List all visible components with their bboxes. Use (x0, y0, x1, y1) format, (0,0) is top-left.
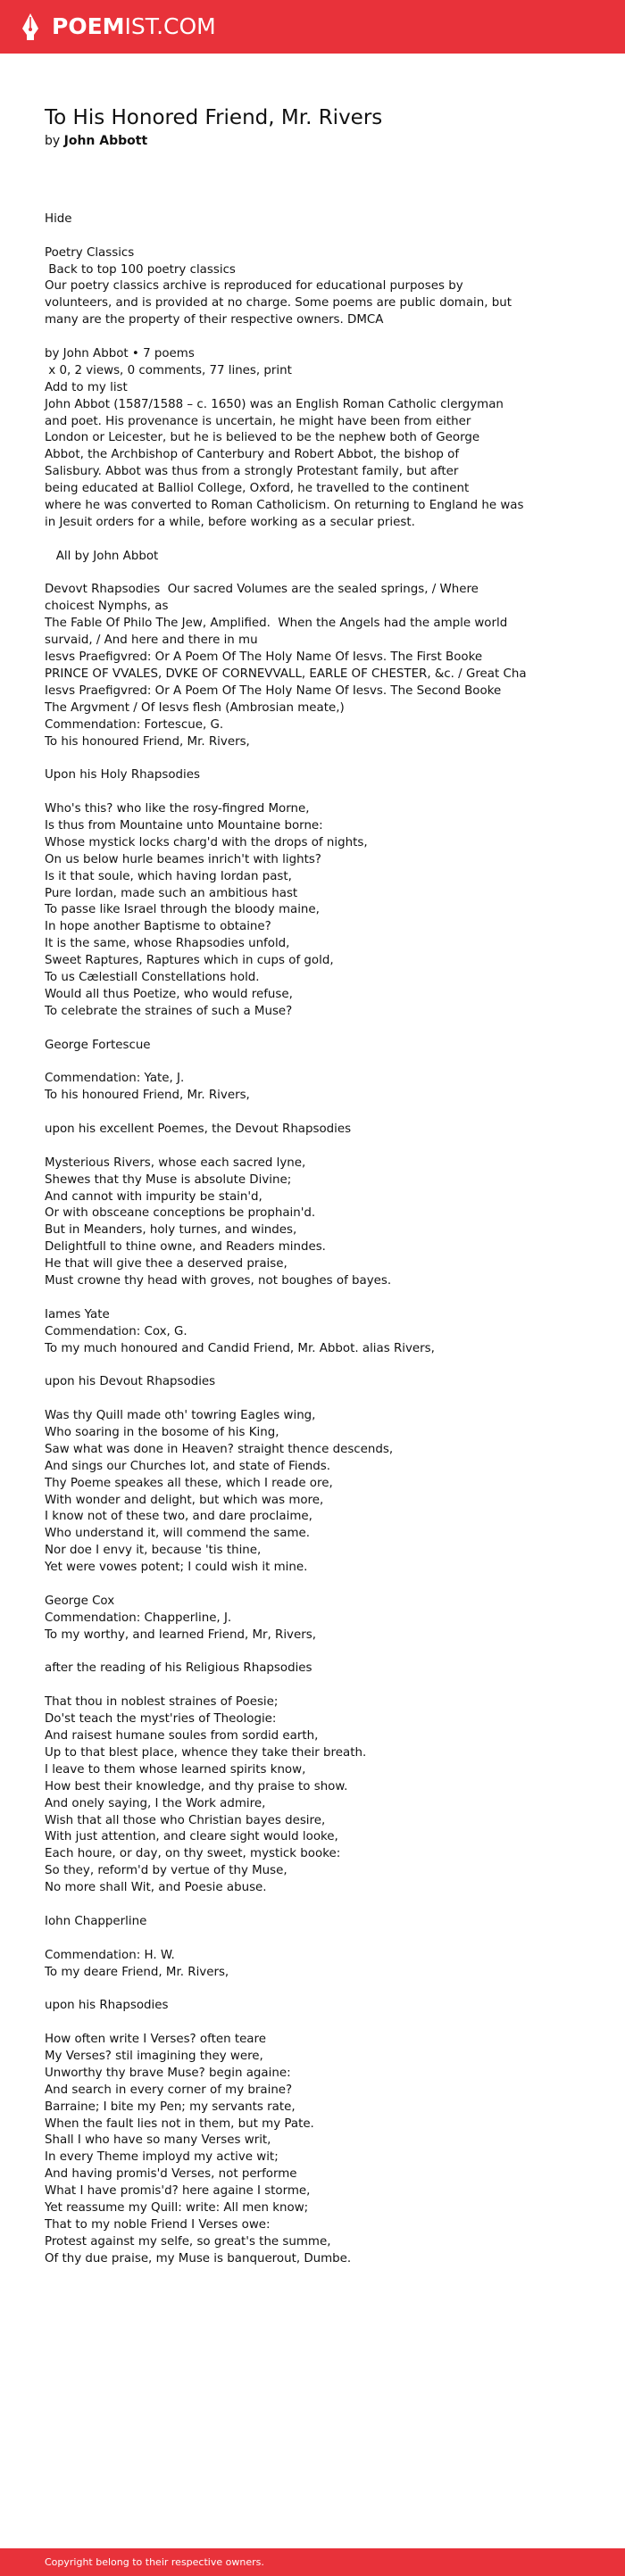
text-line: On us below hurle beames inrich't with lights? (45, 852, 321, 866)
pen-nib-icon (21, 13, 39, 40)
poem-title: To His Honored Friend, Mr. Rivers (45, 106, 383, 129)
text-line: I leave to them whose learned spirits know, (45, 1762, 306, 1777)
text-line: That thou in noblest straines of Poesie; (45, 1695, 279, 1710)
text-line: To passe like Israel through the bloody maine, (45, 903, 320, 917)
text-line: To his honoured Friend, Mr. Rivers, (45, 1089, 250, 1103)
text-line: So they, reform'd by vertue of thy Muse, (45, 1864, 288, 1878)
text-line: Upon his Holy Rhapsodies (45, 768, 200, 783)
text-line: Who's this? who like the rosy-fingred Morne, (45, 802, 310, 816)
text-line: Our poetry classics archive is reproduced for educational purposes by (45, 279, 463, 294)
blank-line (45, 1931, 598, 1948)
text-line: after the reading of his Religious Rhapsodies (45, 1661, 312, 1676)
text-line: x 0, 2 views, 0 comments, 77 lines, print (45, 363, 292, 377)
text-line: Commendation: Chapperline, J. (45, 1611, 232, 1625)
text-line: many are the property of their respective owners. DMCA (45, 313, 384, 327)
poem-page-content (45, 195, 598, 2268)
text-line: upon his excellent Poemes, the Devout Rhapsodies (45, 1122, 352, 1136)
text-line: To my worthy, and learned Friend, Mr, Rivers, (45, 1628, 316, 1642)
text-line: My Verses? stil imagining they were, (45, 2049, 263, 2063)
text-line: in Jesuit orders for a while, before working as a secular priest. (45, 515, 415, 529)
text-line: To us Cælestiall Constellations hold. (45, 970, 260, 984)
text-line: Unworthy thy brave Muse? begin againe: (45, 2066, 291, 2080)
text-line: Iesvs Praefigvred: Or A Poem Of The Holy Name Of Iesvs. The Second Booke (45, 683, 502, 698)
text-line: And raisest humane soules from sordid earth, (45, 1729, 319, 1744)
logo-bold: POEM (52, 13, 125, 39)
blank-line (45, 1105, 598, 1122)
text-line: Nor doe I envy it, because 'tis thine, (45, 1544, 262, 1558)
blank-line (45, 1677, 598, 1694)
text-line: Abbot, the Archbishop of Canterbury and Robert Abbot, the bishop of (45, 448, 460, 462)
blank-line (45, 1054, 598, 1071)
text-line: What I have promis'd? here againe I storme, (45, 2184, 311, 2199)
blank-line (45, 1021, 598, 1038)
text-line: The Fable Of Philo The Jew, Amplified. When the Angels had the ample world (45, 617, 508, 631)
add-to-list-button[interactable]: Add to my list (45, 380, 132, 394)
text-line: Was thy Quill made oth' towring Eagles wing, (45, 1409, 316, 1423)
site-footer (0, 2548, 625, 2576)
text-line: I know not of these two, and dare proclaime, (45, 1510, 312, 1524)
text-line: The Argvment / Of Iesvs flesh (Ambrosian meate,) (45, 700, 345, 715)
text-line: Commendation: Fortescue, G. (45, 717, 224, 732)
text-line: Must crowne thy head with groves, not boughes of bayes. (45, 1274, 392, 1288)
text-line: Barraine; I bite my Pen; my servants rate, (45, 2100, 296, 2114)
blank-line (45, 1577, 598, 1594)
text-line: When the fault lies not in them, but my Pate. (45, 2116, 314, 2131)
text-line: Saw what was done in Heaven? straight thence descends, (45, 1442, 394, 1456)
text-line: where he was converted to Roman Catholicism. On returning to England he was (45, 499, 524, 513)
text-line: To his honoured Friend, Mr. Rivers, (45, 734, 250, 749)
text-line: choicest Nymphs, as (45, 600, 169, 614)
text-line: Sweet Raptures, Raptures which in cups of gold, (45, 954, 334, 968)
blank-line (45, 532, 598, 549)
text-line: Yet were vowes potent; I could wish it mine. (45, 1561, 308, 1575)
text-line: Shewes that thy Muse is absolute Divine; (45, 1172, 292, 1187)
text-line: And cannot with impurity be stain'd, (45, 1189, 262, 1204)
blank-line (45, 750, 598, 767)
text-line: To my much honoured and Candid Friend, Mr. Abbot. alias Rivers, (45, 1341, 435, 1355)
site-logo[interactable] (52, 13, 216, 40)
text-line: Poetry Classics (45, 245, 135, 260)
blank-line (45, 329, 598, 346)
text-line: Who soaring in the bosome of his King, (45, 1426, 279, 1440)
text-line: Of thy due praise, my Muse is banquerout, Dumbe. (45, 2251, 352, 2265)
text-line: Iesvs Praefigvred: Or A Poem Of The Holy Name Of Iesvs. The First Booke (45, 650, 483, 665)
text-line: Whose mystick locks charg'd with the drops of nights, (45, 835, 368, 849)
text-line: Do'st teach the myst'ries of Theologie: (45, 1712, 277, 1727)
blank-line (45, 195, 598, 211)
text-line: Is it that soule, which having Iordan past, (45, 869, 292, 883)
text-line: Each houre, or day, on thy sweet, mystick booke: (45, 1847, 341, 1861)
text-line: No more shall Wit, and Poesie abuse. (45, 1881, 267, 1895)
text-line: To my deare Friend, Mr. Rivers, (45, 1965, 229, 1979)
text-line: Or with obsceane conceptions be prophain'd. (45, 1206, 316, 1221)
text-line: Wish that all those who Christian bayes desire, (45, 1813, 326, 1827)
text-line: Commendation: Cox, G. (45, 1324, 188, 1338)
text-line: It is the same, whose Rhapsodies unfold, (45, 937, 290, 951)
text-line: Commendation: H. W. (45, 1948, 175, 1962)
text-line: John Abbot (1587/1588 – c. 1650) was an English Roman Catholic clergyman (45, 397, 504, 411)
text-line: Devovt Rhapsodies Our sacred Volumes are the sealed springs, / Where (45, 583, 479, 597)
text-line: and poet. His provenance is uncertain, he might have been from either (45, 414, 471, 428)
author-link[interactable]: John Abbott (63, 134, 148, 148)
blank-line (45, 1981, 598, 1998)
text-line: London or Leicester, but he is believed to be the nephew both of George (45, 431, 480, 445)
all-by-author-link[interactable]: All by John Abbot (45, 549, 171, 563)
text-line: How best their knowledge, and thy praise to show. (45, 1779, 348, 1793)
text-line: survaid, / And here and there in mu (45, 634, 258, 648)
text-line: He that will give thee a deserved praise, (45, 1257, 288, 1271)
blank-line (45, 784, 598, 801)
blank-line (45, 228, 598, 245)
logo-light: IST.COM (124, 13, 216, 39)
blank-line (45, 1357, 598, 1374)
byline (45, 132, 147, 150)
text-line: Iohn Chapperline (45, 1914, 147, 1928)
back-to-top-link[interactable]: Back to top 100 poetry classics (45, 262, 236, 277)
blank-line (45, 566, 598, 583)
text-line: That to my noble Friend I Verses owe: (45, 2217, 271, 2232)
text-line: Salisbury. Abbot was thus from a strongly Protestant family, but after (45, 465, 459, 479)
text-line: And onely saying, I the Work admire, (45, 1796, 266, 1810)
text-line: Up to that blest place, whence they take their breath. (45, 1745, 367, 1760)
text-line: by John Abbot • 7 poems (45, 347, 195, 361)
text-line: Thy Poeme speakes all these, which I reade ore, (45, 1476, 333, 1490)
text-line: being educated at Balliol College, Oxford, he travelled to the continent (45, 482, 470, 496)
text-line: Yet reassume my Quill: write: All men know; (45, 2200, 309, 2215)
text-line: volunteers, and is provided at no charge. Some poems are public domain, but (45, 296, 512, 311)
text-line: But in Meanders, holy turnes, and windes, (45, 1223, 297, 1238)
text-line: In hope another Baptisme to obtaine? (45, 920, 271, 934)
blank-line (45, 2015, 598, 2032)
text-line: With wonder and delight, but which was more, (45, 1493, 324, 1507)
text-line: In every Theme imployd my active wit; (45, 2150, 279, 2165)
text-line: With just attention, and cleare sight would looke, (45, 1830, 338, 1844)
blank-line (45, 1644, 598, 1661)
copyright-text: Copyright belong to their respective owners. (45, 2556, 264, 2568)
blank-line (45, 1897, 598, 1914)
text-line: How often write I Verses? often teare (45, 2033, 266, 2047)
by-prefix: by (45, 134, 64, 148)
text-line: And search in every corner of my braine? (45, 2083, 293, 2097)
text-line: To celebrate the straines of such a Muse? (45, 1004, 293, 1018)
text-line: upon his Devout Rhapsodies (45, 1375, 216, 1389)
text-line: And having promis'd Verses, not performe (45, 2167, 297, 2182)
text-line: Iames Yate (45, 1307, 110, 1321)
text-line: Delightfull to thine owne, and Readers mindes. (45, 1240, 326, 1255)
blank-line (45, 1139, 598, 1155)
blank-line (45, 1391, 598, 1408)
text-line: PRINCE OF VVALES, DVKE OF CORNEVVALL, EARLE OF CHESTER, &c. / Great Cha (45, 667, 527, 681)
text-line: Who understand it, will commend the same. (45, 1527, 311, 1541)
text-line: upon his Rhapsodies (45, 1999, 169, 2013)
text-line: And sings our Churches lot, and state of Fiends. (45, 1459, 330, 1473)
text-line: Would all thus Poetize, who would refuse, (45, 987, 293, 1001)
text-line: Mysterious Rivers, whose each sacred lyne, (45, 1155, 306, 1170)
site-header (0, 0, 625, 54)
text-line: George Cox (45, 1594, 115, 1608)
text-line: Shall I who have so many Verses writ, (45, 2133, 271, 2148)
text-line: Commendation: Yate, J. (45, 1072, 185, 1086)
blank-line (45, 1290, 598, 1307)
text-line: Pure Iordan, made such an ambitious hast (45, 886, 298, 900)
text-line: Is thus from Mountaine unto Mountaine borne: (45, 818, 323, 832)
text-line: George Fortescue (45, 1038, 151, 1052)
text-line: Protest against my selfe, so great's the summe, (45, 2234, 331, 2249)
hide-toggle[interactable]: Hide (45, 211, 72, 226)
